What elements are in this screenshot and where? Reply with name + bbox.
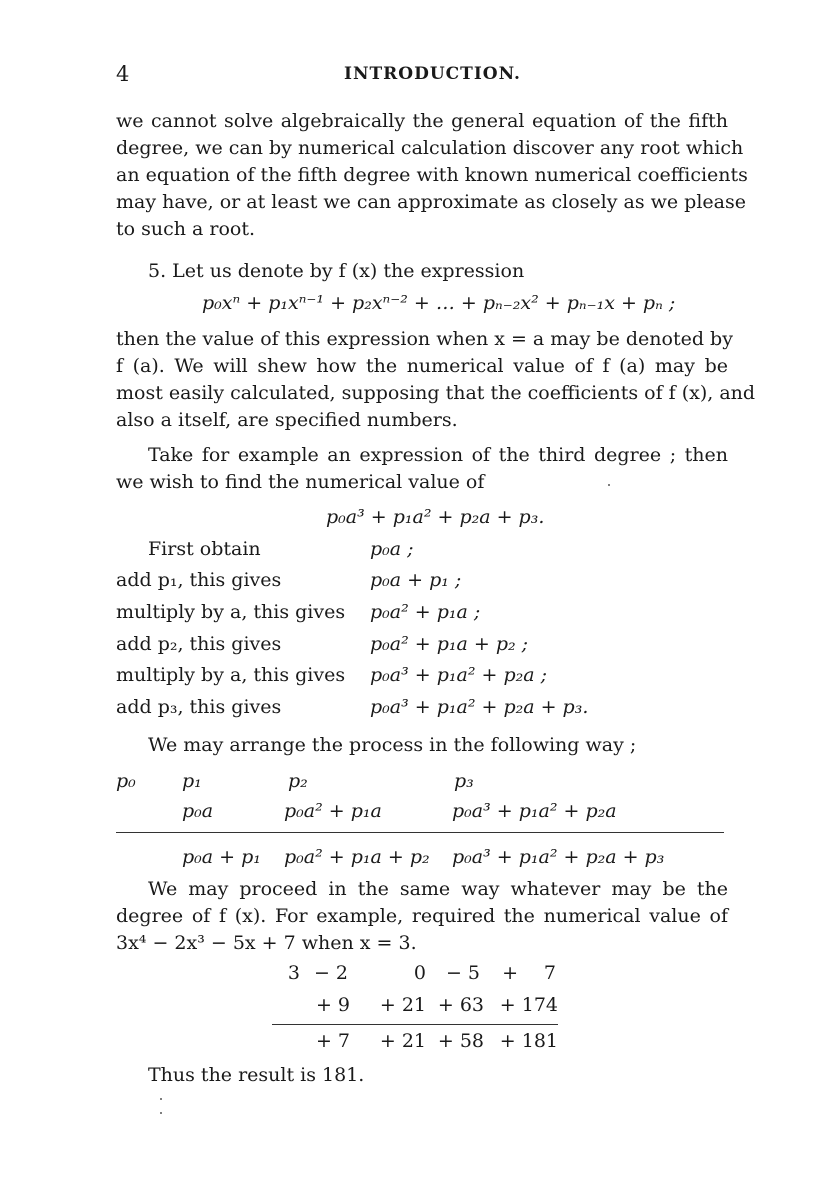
- cubic-expression: p₀a³ + p₁a² + p₂a + p₃.: [326, 506, 545, 528]
- text-line: we wish to find the numerical value of: [116, 471, 485, 493]
- example-cell: + 7: [315, 1030, 350, 1052]
- scheme-cell: p₂: [288, 770, 308, 792]
- scheme-cell: p₀a³ + p₁a² + p₂a + p₃: [452, 846, 665, 868]
- text-line: most easily calculated, supposing that the coefficients of f (x), and: [116, 382, 756, 404]
- scheme-cell: p₀a² + p₁a + p₂: [284, 846, 430, 868]
- text-line: we cannot solve algebraically the general equation of the fifth: [116, 110, 728, 132]
- text-line: may have, or at least we can approximate as closely as we please: [116, 191, 746, 213]
- section-5-intro: 5. Let us denote by f (x) the expression: [148, 260, 525, 282]
- example-cell: + 21: [379, 994, 426, 1016]
- step-label: First obtain: [148, 538, 261, 560]
- scan-speck: [160, 1098, 162, 1100]
- text-line: also a itself, are specified numbers.: [116, 409, 458, 431]
- page-number: 4: [116, 62, 130, 86]
- step-label: add p₃, this gives: [116, 696, 282, 718]
- text-line: 3x⁴ − 2x³ − 5x + 7 when x = 3.: [116, 932, 417, 954]
- scheme-cell: p₀a³ + p₁a² + p₂a: [452, 800, 617, 822]
- example-cell: + 63: [437, 994, 484, 1016]
- step-result: p₀a³ + p₁a² + p₂a + p₃.: [370, 696, 589, 718]
- polynomial-expression: p₀xⁿ + p₁xⁿ⁻¹ + p₂xⁿ⁻² + … + pₙ₋₂x² + pₙ₋₁x + pₙ ;: [202, 292, 676, 314]
- step-result: p₀a² + p₁a + p₂ ;: [370, 633, 529, 655]
- example-cell: + 174: [499, 994, 558, 1016]
- step-result: p₀a³ + p₁a² + p₂a ;: [370, 664, 547, 686]
- step-label: multiply by a, this gives: [116, 601, 346, 623]
- paragraph-2: [116, 326, 756, 434]
- scheme-cell: p₀a² + p₁a: [284, 800, 382, 822]
- text-line: degree, we can by numerical calculation discover any root which: [116, 137, 744, 159]
- text-line: Take for example an expression of the third degree ; then: [148, 444, 728, 466]
- scheme-cell: p₀a: [182, 800, 214, 822]
- scheme-cell: p₁: [182, 770, 202, 792]
- step-result: p₀a ;: [370, 538, 414, 560]
- paragraph-3: [116, 442, 728, 496]
- example-cell: + 21: [379, 1030, 426, 1052]
- text-line: We may proceed in the same way whatever may be the: [148, 878, 728, 900]
- scheme-rule: [116, 832, 724, 833]
- scan-speck: [608, 484, 610, 486]
- paragraph-4: [116, 876, 728, 957]
- step-result: p₀a² + p₁a ;: [370, 601, 481, 623]
- scheme-cell: p₀a + p₁: [182, 846, 261, 868]
- example-rule: [272, 1024, 558, 1025]
- text-line: to such a root.: [116, 218, 256, 240]
- scheme-cell: p₀: [116, 770, 136, 792]
- example-cell: − 2: [313, 962, 348, 984]
- paragraph-1: [116, 108, 748, 243]
- conclusion: Thus the result is 181.: [148, 1064, 365, 1086]
- example-cell: 7: [543, 962, 556, 984]
- text-line: f (a). We will shew how the numerical value of f (a) may be: [116, 355, 728, 377]
- text-line: an equation of the fifth degree with known numerical coefficients: [116, 164, 748, 186]
- example-cell: + 58: [437, 1030, 484, 1052]
- scan-speck: [160, 1112, 162, 1114]
- example-cell: − 5: [445, 962, 480, 984]
- scheme-cell: p₃: [454, 770, 474, 792]
- example-cell: 3: [287, 962, 300, 984]
- step-label: multiply by a, this gives: [116, 664, 346, 686]
- example-cell: 0: [413, 962, 426, 984]
- step-label: add p₂, this gives: [116, 633, 282, 655]
- arrange-intro: We may arrange the process in the following way ;: [148, 734, 637, 756]
- example-cell: + 181: [499, 1030, 558, 1052]
- text-line: then the value of this expression when x = a may be denoted by: [116, 328, 733, 350]
- step-result: p₀a + p₁ ;: [370, 569, 462, 591]
- example-cell: +: [502, 962, 518, 984]
- step-label: add p₁, this gives: [116, 569, 282, 591]
- text-line: degree of f (x). For example, required the numerical value of: [116, 905, 728, 927]
- running-title: INTRODUCTION.: [344, 64, 521, 84]
- example-cell: + 9: [315, 994, 350, 1016]
